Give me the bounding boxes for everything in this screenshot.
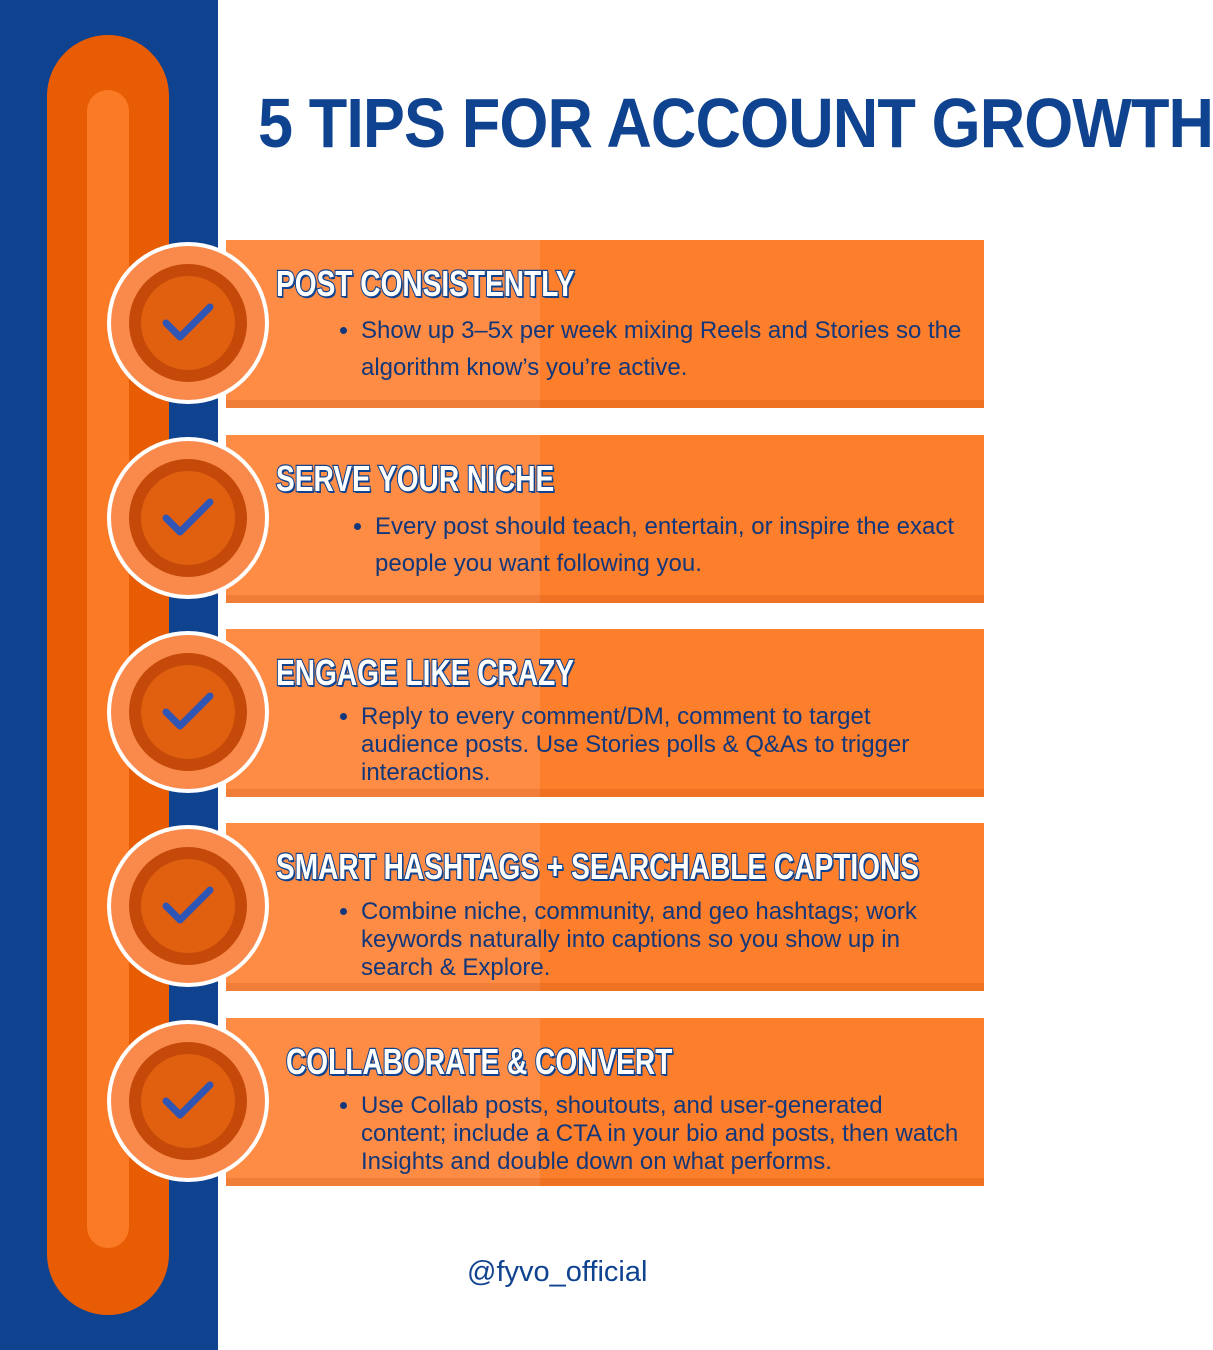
tip-text: • Every post should teach, entertain, or inspire the exact people you want following you. [375,508,975,582]
page-title: 5 TIPS FOR ACCOUNT GROWTH [258,84,1213,162]
tip-text: • Reply to every comment/DM, comment to target audience posts. Use Stories polls & Q&As to trigger interactions. [361,703,971,787]
tip-title: POST CONSISTENTLY [276,263,575,304]
tip-banner-1 [226,240,984,408]
checkmark-icon [160,686,216,736]
checkmark-icon [160,492,216,542]
tip-title: COLLABORATE & CONVERT [286,1041,673,1082]
check-badge-4 [107,825,269,987]
tip-banner-3 [226,629,984,797]
tip-bullets [355,508,975,582]
tip-title: ENGAGE LIKE CRAZY [276,652,574,693]
tip-bullets [341,312,971,386]
tip-bullets [341,1092,971,1176]
tip-banner-2 [226,435,984,603]
tip-text: • Show up 3–5x per week mixing Reels and Stories so the algorithm know’s you’re active. [361,312,971,386]
check-badge-5 [107,1020,269,1182]
tip-banner-4 [226,823,984,991]
check-badge-1 [107,242,269,404]
tip-title: SMART HASHTAGS + SEARCHABLE CAPTIONS [276,846,920,887]
tip-text: • Use Collab posts, shoutouts, and user-generated content; include a CTA in your bio and posts, then watch Insights and double down on what performs. [361,1092,971,1176]
tip-text: • Combine niche, community, and geo hashtags; work keywords naturally into captions so you show up in search & Explore. [361,898,971,982]
tip-title: SERVE YOUR NICHE [276,458,555,499]
checkmark-icon [160,1075,216,1125]
check-badge-3 [107,631,269,793]
checkmark-icon [160,297,216,347]
tip-bullets [341,703,971,787]
checkmark-icon [160,880,216,930]
check-badge-2 [107,437,269,599]
social-handle: @fyvo_official [467,1256,648,1288]
tip-banner-5 [226,1018,984,1186]
tip-bullets [341,898,971,982]
